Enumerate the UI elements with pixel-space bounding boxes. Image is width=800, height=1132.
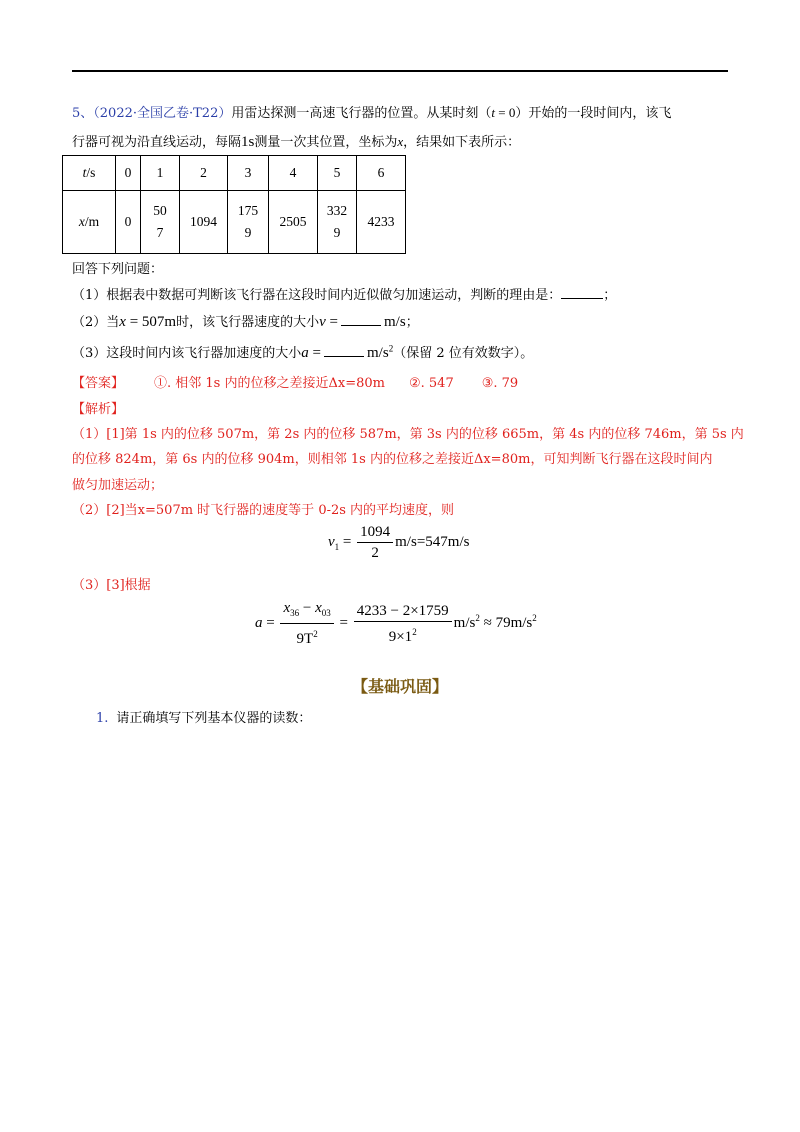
acceleration-fraction-2: [354, 601, 452, 647]
q2-v: v: [319, 314, 326, 330]
question-source: （2022·全国乙卷·T22）: [93, 106, 232, 121]
sub-question-2: [72, 311, 419, 331]
q2-unit: m/s: [384, 314, 406, 330]
q3-a: a: [301, 345, 309, 361]
section-title: 【基础巩固】: [351, 677, 448, 696]
table-cell: [141, 191, 180, 254]
table-cell: [228, 191, 269, 254]
q3-blank[interactable]: [324, 343, 364, 357]
unit-sup: 2: [475, 612, 480, 623]
approx-result: ≈ 79m/s: [479, 614, 533, 631]
answer-line: [72, 372, 518, 391]
question-text-4: 测量一次其位置，坐标为: [254, 135, 398, 150]
time-row: [63, 156, 406, 191]
time-header: [63, 156, 116, 191]
x-symbol: x: [315, 600, 322, 616]
analysis-p3: （3）[3]根据: [72, 578, 151, 593]
item-1: [96, 707, 311, 726]
question-number: 5、: [72, 106, 94, 121]
question-text-5: ，结果如下表所示：: [403, 135, 521, 150]
x-symbol: x: [283, 600, 291, 616]
q2-text-b: 时，该飞行器速度的大小: [176, 315, 320, 330]
q1-end: ；: [603, 288, 617, 303]
cell-text: 50: [153, 203, 167, 218]
unit-text: m/s: [453, 614, 476, 631]
cell-text: 1094: [190, 214, 217, 229]
table-cell: 3: [228, 156, 269, 191]
item-number: 1.: [96, 711, 109, 726]
denominator-sup: 2: [313, 629, 318, 639]
time-unit: /s: [86, 165, 96, 180]
cell-text: 332: [326, 203, 348, 218]
x-variable: x: [397, 134, 404, 149]
a-symbol: a: [255, 614, 263, 631]
table-cell: 0: [116, 156, 141, 191]
question-text-2: ）开始的一段时间内，该飞: [515, 106, 672, 121]
cell-text: 0: [124, 214, 132, 229]
table-cell: 5: [318, 156, 357, 191]
table-cell: [318, 191, 357, 254]
acceleration-formula: a = $\frac{x_{36} - x_{03}}{9T^2}$ = $\frac{4233 - 2\times 1759}{9\times 1^2}$ $m/s^2 \approx 79m/s^2$: [255, 600, 537, 647]
cell-text: 9: [244, 225, 252, 240]
table-cell: 4: [269, 156, 318, 191]
item-text: 请正确填写下列基本仪器的读数：: [116, 711, 312, 726]
analysis-p1-line-2: 的位移 824m，第 6s 内的位移 904m，则相邻 1s 内的位移之差接近Δx=80m，可知判断飞行器在这段时间内: [72, 452, 713, 467]
q3-text-b: （保留 2 位有效数字）。: [393, 346, 534, 361]
x-subscript: 36: [290, 608, 300, 618]
table-cell: 2: [180, 156, 228, 191]
cell-text: 9: [333, 225, 341, 240]
minus-sign: −: [299, 600, 316, 616]
velocity-result: m/s=547m/s: [395, 533, 470, 550]
question-5-line-1: [72, 102, 671, 121]
cell-text: 4233: [367, 214, 395, 229]
denominator-sup: 2: [412, 626, 417, 637]
q3-text-a: （3）这段时间内该飞行器加速度的大小: [72, 346, 302, 361]
question-text-1: 用雷达探测一高速飞行器的位置。从某时刻（: [231, 106, 492, 121]
fraction-numerator: 1094: [357, 522, 393, 543]
analysis-p2: （2）[2]当x=507m 时飞行器的速度等于 0-2s 内的平均速度，则: [72, 503, 455, 518]
q1-blank[interactable]: [561, 285, 603, 299]
top-rule: [72, 70, 728, 72]
analysis-p1-line-3: 做匀加速运动；: [72, 478, 164, 493]
cell-text: 175: [237, 203, 259, 218]
velocity-fraction: [357, 522, 393, 563]
sub-question-1: [72, 284, 616, 303]
analysis-p1-line-1: （1）[1]第 1s 内的位移 507m，第 2s 内的位移 587m，第 3s 内的位移 665m，第 4s 内的位移 746m，第 5s 内: [72, 427, 744, 442]
q3-unit: m/s: [367, 345, 389, 361]
answer-intro: 回答下列问题：: [72, 262, 164, 277]
v-subscript: 1: [334, 541, 340, 552]
cell-text: 7: [156, 225, 164, 240]
q2-text-a: （2）当: [72, 315, 120, 330]
time-var: t: [82, 165, 87, 180]
position-table: [62, 155, 406, 254]
q1-text: （1）根据表中数据可判断该飞行器在这段时间内近似做匀加速运动，判断的理由是：: [72, 288, 562, 303]
q2-eq: = 507m: [125, 314, 177, 330]
fraction-denominator: [354, 622, 452, 647]
position-row: [63, 191, 406, 254]
fraction-denominator: 2: [371, 545, 379, 561]
table-cell: 6: [357, 156, 406, 191]
t-equals: = 0: [494, 105, 516, 120]
question-5-line-2: [72, 131, 520, 151]
q3-unit-sup: 2: [388, 343, 394, 354]
answer-3: ③. 79: [481, 376, 519, 391]
table-cell: 1: [141, 156, 180, 191]
fraction-numerator: [280, 598, 333, 624]
analysis-label: 【解析】: [72, 402, 125, 417]
result-sup: 2: [532, 612, 537, 623]
table-cell: [269, 191, 318, 254]
denominator-text: 9T: [296, 631, 314, 647]
question-text-3: 行器可视为沿直线运动，每隔: [72, 135, 242, 150]
table-cell: [357, 191, 406, 254]
position-header: [63, 191, 116, 254]
q2-end: ；: [405, 315, 419, 330]
fraction-denominator: [280, 624, 333, 649]
velocity-formula: $v_1$ = $\frac{1094}{2}$ m/s=547m/s: [328, 524, 470, 561]
q2-eq2: =: [325, 314, 338, 330]
answer-1: ①. 相邻 1s 内的位移之差接近Δx=80m: [154, 376, 385, 391]
cell-text: 2505: [279, 214, 307, 229]
table-cell: [116, 191, 141, 254]
acceleration-fraction-1: [280, 598, 333, 649]
answer-label: 【答案】: [72, 376, 125, 391]
t-variable: t: [491, 105, 495, 120]
interval-1s: 1s: [241, 134, 255, 150]
x-subscript: 03: [321, 608, 331, 618]
q2-blank[interactable]: [341, 312, 381, 326]
table-cell: [180, 191, 228, 254]
fraction-numerator: 4233 − 2×1759: [354, 601, 452, 622]
sub-question-3: [72, 342, 533, 362]
answer-2: ②. 547: [408, 376, 454, 391]
v-symbol: v: [328, 533, 335, 550]
q3-eq: =: [308, 345, 321, 361]
position-var: x: [78, 214, 85, 229]
position-unit: /m: [84, 214, 100, 229]
denominator-text: 9×1: [388, 628, 413, 645]
q2-x: x: [119, 314, 126, 330]
